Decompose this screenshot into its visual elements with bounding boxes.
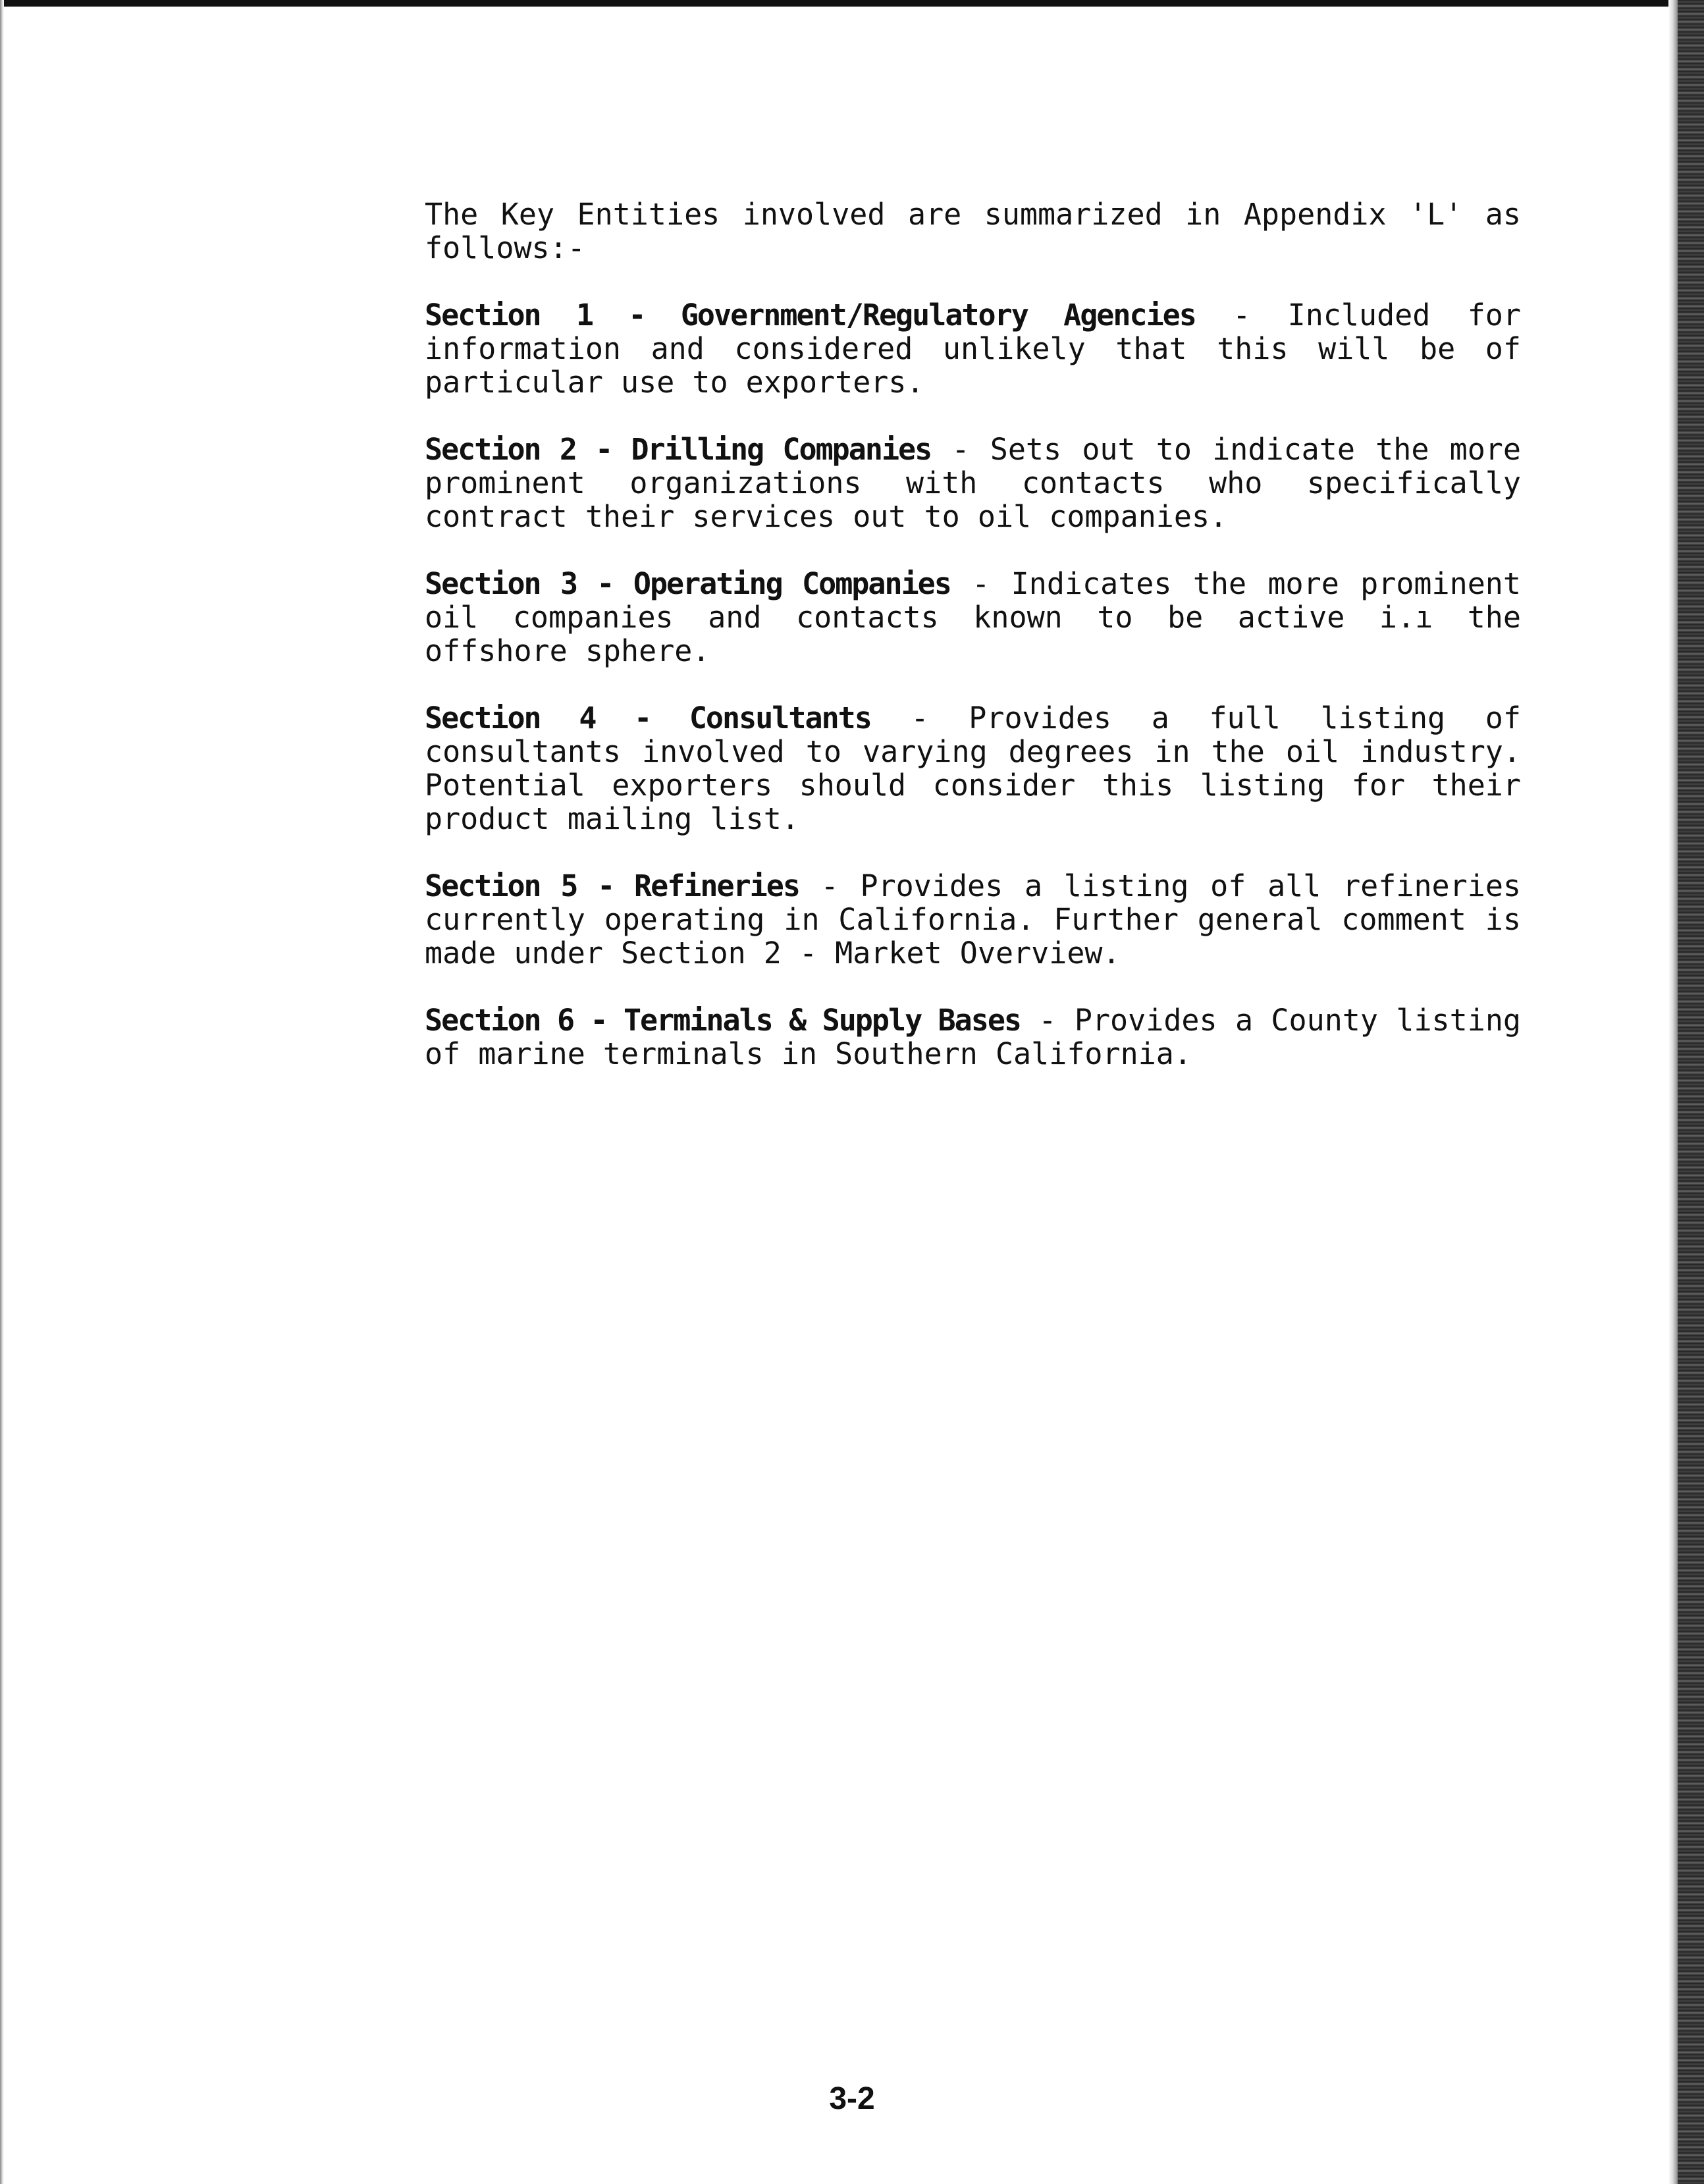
- section-5-text: - Provides a listing of all refineries currently operating in California. Further general comment is made under Section 2 - Market Overview.: [425, 868, 1522, 971]
- section-6-heading: Section 6 - Terminals & Supply Bases: [425, 1003, 1021, 1038]
- intro-paragraph: The Key Entities involved are summarized in Appendix 'L' as follows:-: [425, 197, 1521, 265]
- section-4-text: - Provides a full listing of consultants involved to varying degrees in the oil industry. Potential exporters should consider this listing for their product mailing list.: [425, 701, 1521, 836]
- scan-left-edge: [0, 0, 4, 2184]
- section-5-heading: Section 5 - Refineries: [425, 868, 799, 903]
- section-3-paragraph: [425, 567, 1521, 668]
- section-2-paragraph: [425, 433, 1521, 533]
- scan-top-edge: [0, 0, 1704, 7]
- scan-right-edge: [1678, 0, 1704, 2184]
- section-1-heading: Section 1 - Government/Regulatory Agencies: [425, 298, 1196, 333]
- scan-right-shadow: [1668, 0, 1678, 2184]
- section-5-paragraph: [425, 869, 1521, 970]
- section-4-heading: Section 4 - Consultants: [425, 701, 871, 735]
- page-number: 3-2: [829, 2081, 875, 2116]
- section-2-heading: Section 2 - Drilling Companies: [425, 432, 932, 467]
- section-6-text: - Provides a County listing of marine terminals in Southern California.: [425, 1003, 1521, 1071]
- section-3-heading: Section 3 - Operating Companies: [425, 566, 951, 601]
- section-2-text: - Sets out to indicate the more prominent organizations with contacts who specifically contract their services out to oil companies.: [425, 432, 1521, 534]
- section-6-paragraph: [425, 1003, 1521, 1071]
- section-3-text: - Indicates the more prominent oil companies and contacts known to be active i.ı the offshore sphere.: [425, 566, 1521, 668]
- section-1-text: - Included for information and considered unlikely that this will be of particular use to exporters.: [425, 298, 1521, 400]
- body-text: [425, 198, 1521, 1104]
- section-4-paragraph: [425, 701, 1521, 836]
- section-1-paragraph: [425, 298, 1521, 399]
